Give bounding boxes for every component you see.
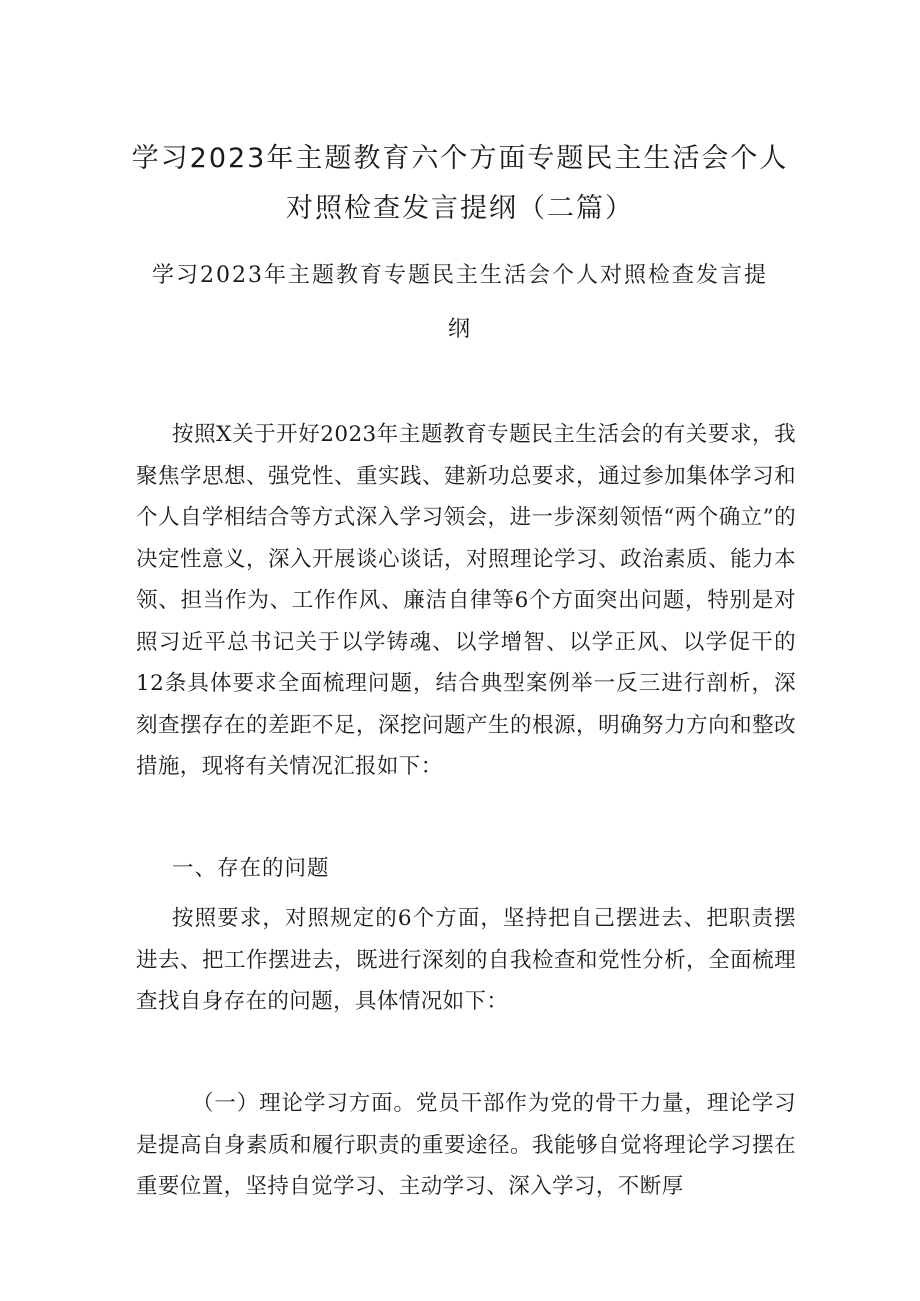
intro-paragraph: 按照X关于开好2023年主题教育专题民主生活会的有关要求，我聚焦学思想、强党性、重实践、建新功总要求，通过参加集体学习和个人自学相结合等方式深入学习领会，进一步深刻领悟“两个确立”的决定性意义，深入开展谈心谈话，对照理论学习、政治素质、能力本领、担当作为、工作作风、廉洁自律等6个方面突出问题，特别是对照习近平总书记关于以学铸魂、以学增智、以学正风、以学促干的12条具体要求全面梳理问题，结合典型案例举一反三进行剖析，深刻查摆存在的差距不足，深挖问题产生的根源，明确努力方向和整改措施，现将有关情况汇报如下： [136, 422, 796, 779]
section-paragraph: 按照要求，对照规定的6个方面，坚持把自己摆进去、把职责摆进去、把工作摆进去，既进行深刻的自我检查和党性分析，全面梳理查找自身存在的问题，具体情况如下： [136, 906, 796, 1014]
document-subtitle-line-1: 学习2023年主题教育专题民主生活会个人对照检查发言提 [152, 263, 768, 288]
document-title-line-2: 对照检查发言提纲（二篇） [286, 193, 634, 224]
section-heading: 一、存在的问题 [172, 856, 330, 881]
subsection-paragraph: （一）理论学习方面。党员干部作为党的骨干力量，理论学习是提高自身素质和履行职责的重要途径。我能够自觉将理论学习摆在重要位置，坚持自觉学习、主动学习、深入学习，不断厚 [136, 1091, 796, 1199]
document-title-line-1: 学习2023年主题教育六个方面专题民主生活会个人 [131, 143, 789, 174]
document-subtitle-line-2: 纲 [447, 317, 472, 342]
